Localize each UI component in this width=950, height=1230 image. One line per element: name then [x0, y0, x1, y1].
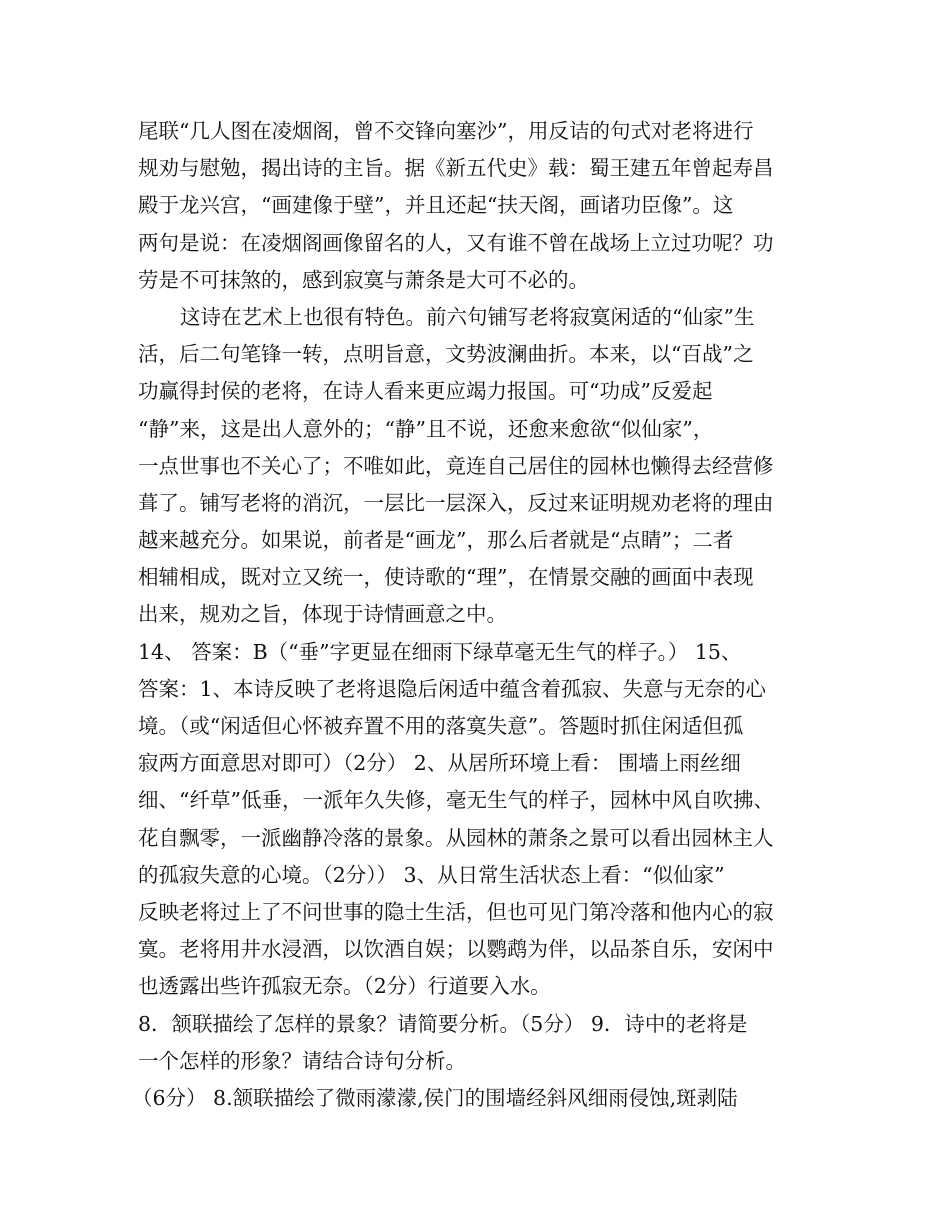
document-body: [132, 113, 828, 1117]
text-line: 劳是不可抹煞的，感到寂寞与萧条是大可不必的。: [138, 267, 589, 292]
text-line: 功赢得封侯的老将，在诗人看来更应竭力报国。可“功成”反爱起: [138, 379, 713, 404]
answer-line: 也透露出些许孤寂无奈。（2分）行道要入水。: [138, 974, 551, 999]
text-line: 规劝与慰勉，揭出诗的主旨。据《新五代史》载：蜀王建五年曾起寿昌: [138, 156, 774, 181]
text-line: 尾联“几人图在凌烟阁，曾不交锋向塞沙”，用反诘的句式对老将进行: [138, 119, 754, 143]
text-line: “静”来，这是出人意外的；“静”且不说，还愈来愈欲“似仙家”，: [138, 416, 714, 441]
answer-line: 的孤寂失意的心境。（2分）） 3、从日常生活状态上看：“似仙家”: [138, 862, 725, 887]
answer-line: 细、“纤草”低垂，一派年久失修，毫无生气的样子，园林中风自吹拂、: [138, 788, 774, 813]
text-line: 相辅相成，既对立又统一，使诗歌的“理”，在情景交融的画面中表现: [138, 565, 754, 590]
answer-line: 反映老将过上了不问世事的隐士生活，但也可见门第冷落和他内心的寂: [138, 899, 774, 924]
paragraph-first-line: 这诗在艺术上也很有特色。前六句铺写老将寂寞闲适的“仙家”生: [180, 304, 755, 329]
text-line: 两句是说：在凌烟阁画像留名的人，又有谁不曾在战场上立过功呢？功: [138, 230, 774, 255]
answer-line: 境。（或“闲适但心怀被弃置不用的落寞失意”。答题时抓住闲适但孤: [138, 714, 744, 738]
answer-line: 花自飘零，一派幽静冷落的景象。从园林的萧条之景可以看出园林主人: [138, 825, 774, 850]
text-line: 葺了。铺写老将的消沉，一层比一层深入，反过来证明规劝老将的理由: [138, 490, 774, 515]
answer-line: 寂两方面意思对即可）（2分） 2、从居所环境上看： 围墙上雨丝细: [138, 751, 741, 776]
text-line: 一点世事也不关心了；不唯如此，竟连自己居住的园林也懒得去经营修: [138, 453, 774, 478]
text-line: 殿于龙兴宫，“画建像于壁”，并且还起“扶天阁，画诸功臣像”。这: [138, 193, 734, 218]
answer-line: 答案：1、本诗反映了老将退隐后闲适中蕴含着孤寂、失意与无奈的心: [138, 676, 767, 701]
text-line: 越来越充分。如果说，前者是“画龙”，那么后者就是“点睛”；二者: [138, 528, 734, 553]
answer-line: 14、 答案：B（“垂”字更显在细雨下绿草毫无生气的样子。） 15、: [138, 639, 742, 664]
answer-line: 寞。老将用井水浸酒，以饮酒自娱；以鹦鹉为伴，以品茶自乐，安闲中: [138, 937, 774, 962]
answer-line: （6分） 8.颔联描绘了微雨濛濛,侯门的围墙经斜风细雨侵蚀,斑剥陆: [132, 1085, 738, 1110]
question-line: 一个怎样的形象？请结合诗句分析。: [138, 1048, 466, 1073]
question-line: 8．颔联描绘了怎样的景象？请简要分析。（5分） 9．诗中的老将是: [138, 1011, 748, 1036]
text-line: 出来，规劝之旨，体现于诗情画意之中。: [138, 602, 507, 627]
text-line: 活，后二句笔锋一转，点明旨意，文势波澜曲折。本来，以“百战”之: [138, 342, 754, 367]
